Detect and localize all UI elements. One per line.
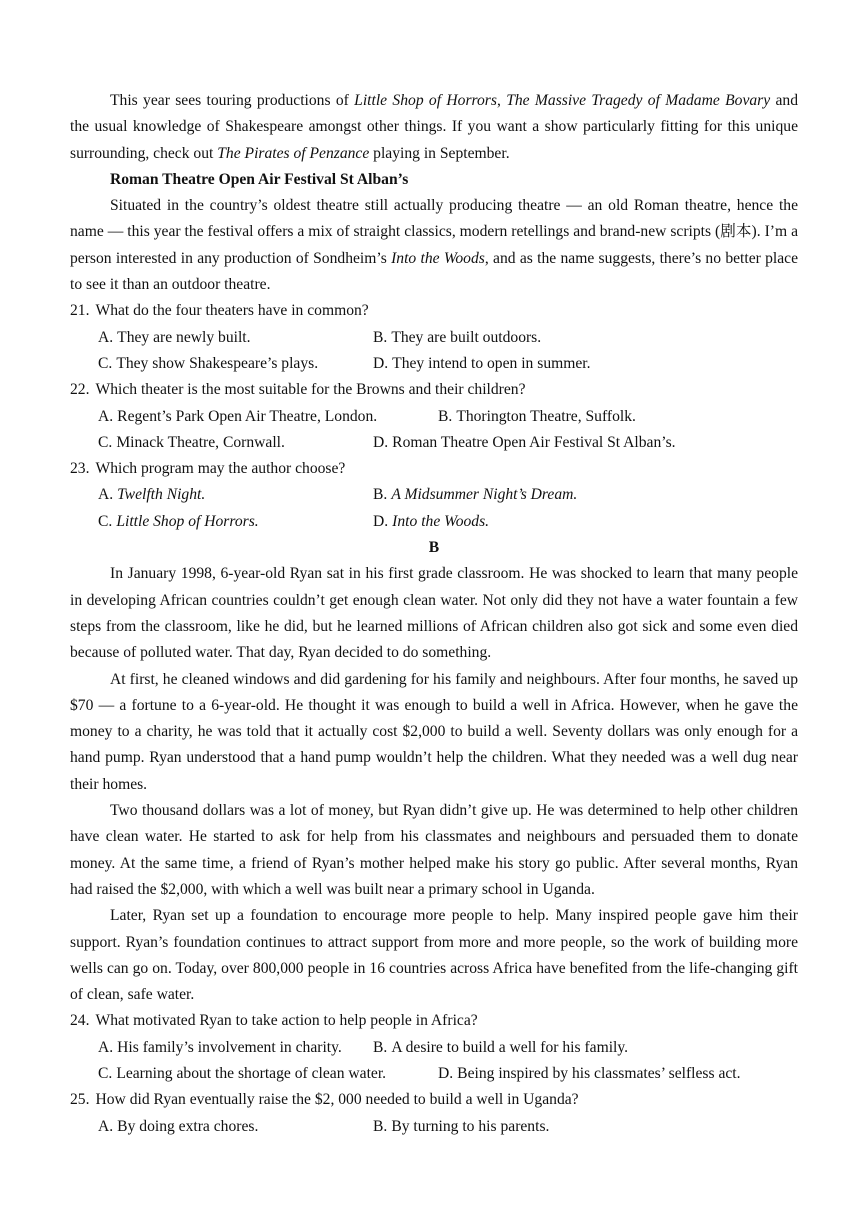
- theatre-heading: Roman Theatre Open Air Festival St Alban’s: [110, 170, 409, 188]
- option-letter: A.: [98, 328, 114, 346]
- title-madame-bovary: The Massive Tragedy of Madame Bovary: [506, 92, 771, 109]
- text-run: and the usual knowledge of Shakespeare amongst other things. If you want a show particularly fitting for this unique surrounding, check out: [70, 92, 798, 162]
- option-text: By turning to his parents.: [391, 1117, 550, 1135]
- option-letter: A.: [98, 1117, 114, 1135]
- option-text: They are newly built.: [117, 328, 251, 346]
- option-a[interactable]: [98, 1035, 373, 1061]
- option-row: [70, 325, 798, 351]
- question-number: 23.: [70, 460, 90, 478]
- option-letter: D.: [373, 433, 389, 451]
- question-text: What do the four theaters have in common?: [95, 302, 369, 320]
- passage-b-paragraph-4: Later, Ryan set up a foundation to encourage more people to help. Many inspired people gave him their support. Ryan’s foundation continues to attract support from more and more people, so the work of building more wells can go on. Today, over 800,000 people in 16 countries across Africa have benefited from the life-changing gift of clean, safe water.: [70, 907, 798, 1004]
- option-text: Being inspired by his classmates’ selfless act.: [457, 1064, 741, 1082]
- option-text: Twelfth Night.: [117, 486, 206, 504]
- question-21: [70, 298, 798, 377]
- option-letter: D.: [373, 354, 389, 372]
- option-text: They intend to open in summer.: [392, 354, 591, 372]
- option-b[interactable]: [373, 482, 577, 508]
- passage-a-paragraph-1: [70, 88, 798, 167]
- option-row: [70, 404, 798, 430]
- option-letter: C.: [98, 433, 113, 451]
- option-letter: A.: [98, 486, 114, 504]
- option-letter: A.: [98, 1038, 114, 1056]
- section-b-label: B: [428, 539, 440, 557]
- question-number: 25.: [70, 1091, 90, 1109]
- option-b[interactable]: [373, 1114, 549, 1140]
- option-a[interactable]: [98, 404, 438, 430]
- question-stem: [70, 1087, 798, 1113]
- question-text: How did Ryan eventually raise the $2, 000 needed to build a well in Uganda?: [95, 1091, 579, 1109]
- option-row: [70, 1035, 798, 1061]
- title-into-the-woods: Into the Woods: [391, 249, 485, 267]
- option-letter: B.: [373, 486, 388, 504]
- option-letter: A.: [98, 407, 114, 425]
- option-letter: C.: [98, 1064, 113, 1082]
- option-a[interactable]: [98, 325, 373, 351]
- question-24: [70, 1008, 798, 1087]
- option-c[interactable]: [98, 509, 373, 535]
- text-run: , and as the name suggests, there’s no better place to see it than an outdoor theatre.: [70, 249, 799, 294]
- option-d[interactable]: [373, 430, 676, 456]
- option-d[interactable]: [373, 509, 489, 535]
- option-d[interactable]: [373, 351, 591, 377]
- question-text: What motivated Ryan to take action to help people in Africa?: [95, 1012, 478, 1030]
- option-c[interactable]: [98, 1061, 438, 1087]
- option-text: Thorington Theatre, Suffolk.: [456, 407, 636, 425]
- option-row: [70, 1114, 798, 1140]
- option-letter: B.: [373, 1117, 388, 1135]
- question-stem: [70, 456, 798, 482]
- option-b[interactable]: [373, 1035, 628, 1061]
- option-letter: B.: [373, 328, 388, 346]
- option-text: They show Shakespeare’s plays.: [116, 354, 319, 372]
- option-b[interactable]: [373, 325, 541, 351]
- question-22: [70, 377, 798, 456]
- option-text: Roman Theatre Open Air Festival St Alban’s.: [392, 433, 676, 451]
- option-row: [70, 482, 798, 508]
- text-run: ,: [496, 92, 507, 109]
- option-text: Minack Theatre, Cornwall.: [116, 433, 285, 451]
- passage-a-paragraph-2: [70, 193, 798, 298]
- option-a[interactable]: [98, 1114, 373, 1140]
- option-text: A Midsummer Night’s Dream.: [391, 486, 578, 504]
- option-c[interactable]: [98, 430, 373, 456]
- title-pirates-of-penzance: The Pirates of Penzance: [217, 144, 370, 162]
- option-letter: D.: [438, 1064, 454, 1082]
- passage-b-paragraph-3: Two thousand dollars was a lot of money, but Ryan didn’t give up. He was determined to help other children have clean water. He started to ask for help from his classmates and neighbours and persuaded them to donate money. At the same time, a friend of Ryan’s mother helped make his story go public. After several months, Ryan had raised the $2,000, with which a well was built near a primary school in Uganda.: [70, 802, 798, 898]
- question-stem: [70, 377, 798, 403]
- text-run: This year sees touring productions of: [110, 92, 355, 109]
- option-text: They are built outdoors.: [391, 328, 542, 346]
- option-row: [70, 430, 798, 456]
- option-text: Little Shop of Horrors.: [116, 512, 259, 530]
- option-text: A desire to build a well for his family.: [391, 1038, 629, 1056]
- option-letter: B.: [373, 1038, 388, 1056]
- question-stem: [70, 1008, 798, 1034]
- passage-b-paragraph-1: In January 1998, 6-year-old Ryan sat in his first grade classroom. He was shocked to learn that many people in developing African countries couldn’t get enough clean water. Not only did they not have a water fountain a few steps from the classroom, like he did, but he learned millions of African children also got sick and some even died because of polluted water. That day, Ryan decided to do something.: [70, 565, 798, 662]
- question-23: [70, 456, 798, 535]
- option-letter: D.: [373, 512, 389, 530]
- option-d[interactable]: [438, 1061, 741, 1087]
- question-number: 21.: [70, 302, 90, 320]
- option-text: Learning about the shortage of clean water.: [116, 1064, 387, 1082]
- option-text: His family’s involvement in charity.: [117, 1038, 342, 1056]
- option-text: By doing extra chores.: [117, 1117, 259, 1135]
- question-number: 24.: [70, 1012, 90, 1030]
- option-a[interactable]: [98, 482, 373, 508]
- option-c[interactable]: [98, 351, 373, 377]
- title-little-shop: Little Shop of Horrors: [354, 92, 497, 109]
- question-text: Which theater is the most suitable for the Browns and their children?: [95, 381, 526, 399]
- option-b[interactable]: [438, 404, 636, 430]
- question-text: Which program may the author choose?: [95, 460, 346, 478]
- option-row: [70, 1061, 798, 1087]
- option-text: Regent’s Park Open Air Theatre, London.: [117, 407, 378, 425]
- option-row: [70, 351, 798, 377]
- text-run: playing in September.: [369, 144, 510, 162]
- passage-b-paragraph-2: At first, he cleaned windows and did gardening for his family and neighbours. After four months, he saved up $70 — a fortune to a 6-year-old. He thought it was enough to build a well in Africa. However, when he gave the money to a charity, he was told that it actually cost $2,000 to build a well. Seventy dollars was only enough for a hand pump. Ryan understood that a hand pump wouldn’t help the children. What they needed was a well dug near their homes.: [70, 670, 798, 793]
- option-text: Into the Woods.: [392, 512, 490, 530]
- text-run: Situated in the country’s oldest theatre still actually producing theatre — an old Roman theatre, hence the name — this year the festival offers a mix of straight classics, modern retellings and brand-new scripts (剧本). I’m a person interested in any production of Sondheim’s: [70, 197, 798, 267]
- question-25: [70, 1087, 798, 1140]
- option-letter: B.: [438, 407, 453, 425]
- option-letter: C.: [98, 512, 113, 530]
- option-letter: C.: [98, 354, 113, 372]
- question-stem: [70, 298, 798, 324]
- option-row: [70, 509, 798, 535]
- question-number: 22.: [70, 381, 90, 399]
